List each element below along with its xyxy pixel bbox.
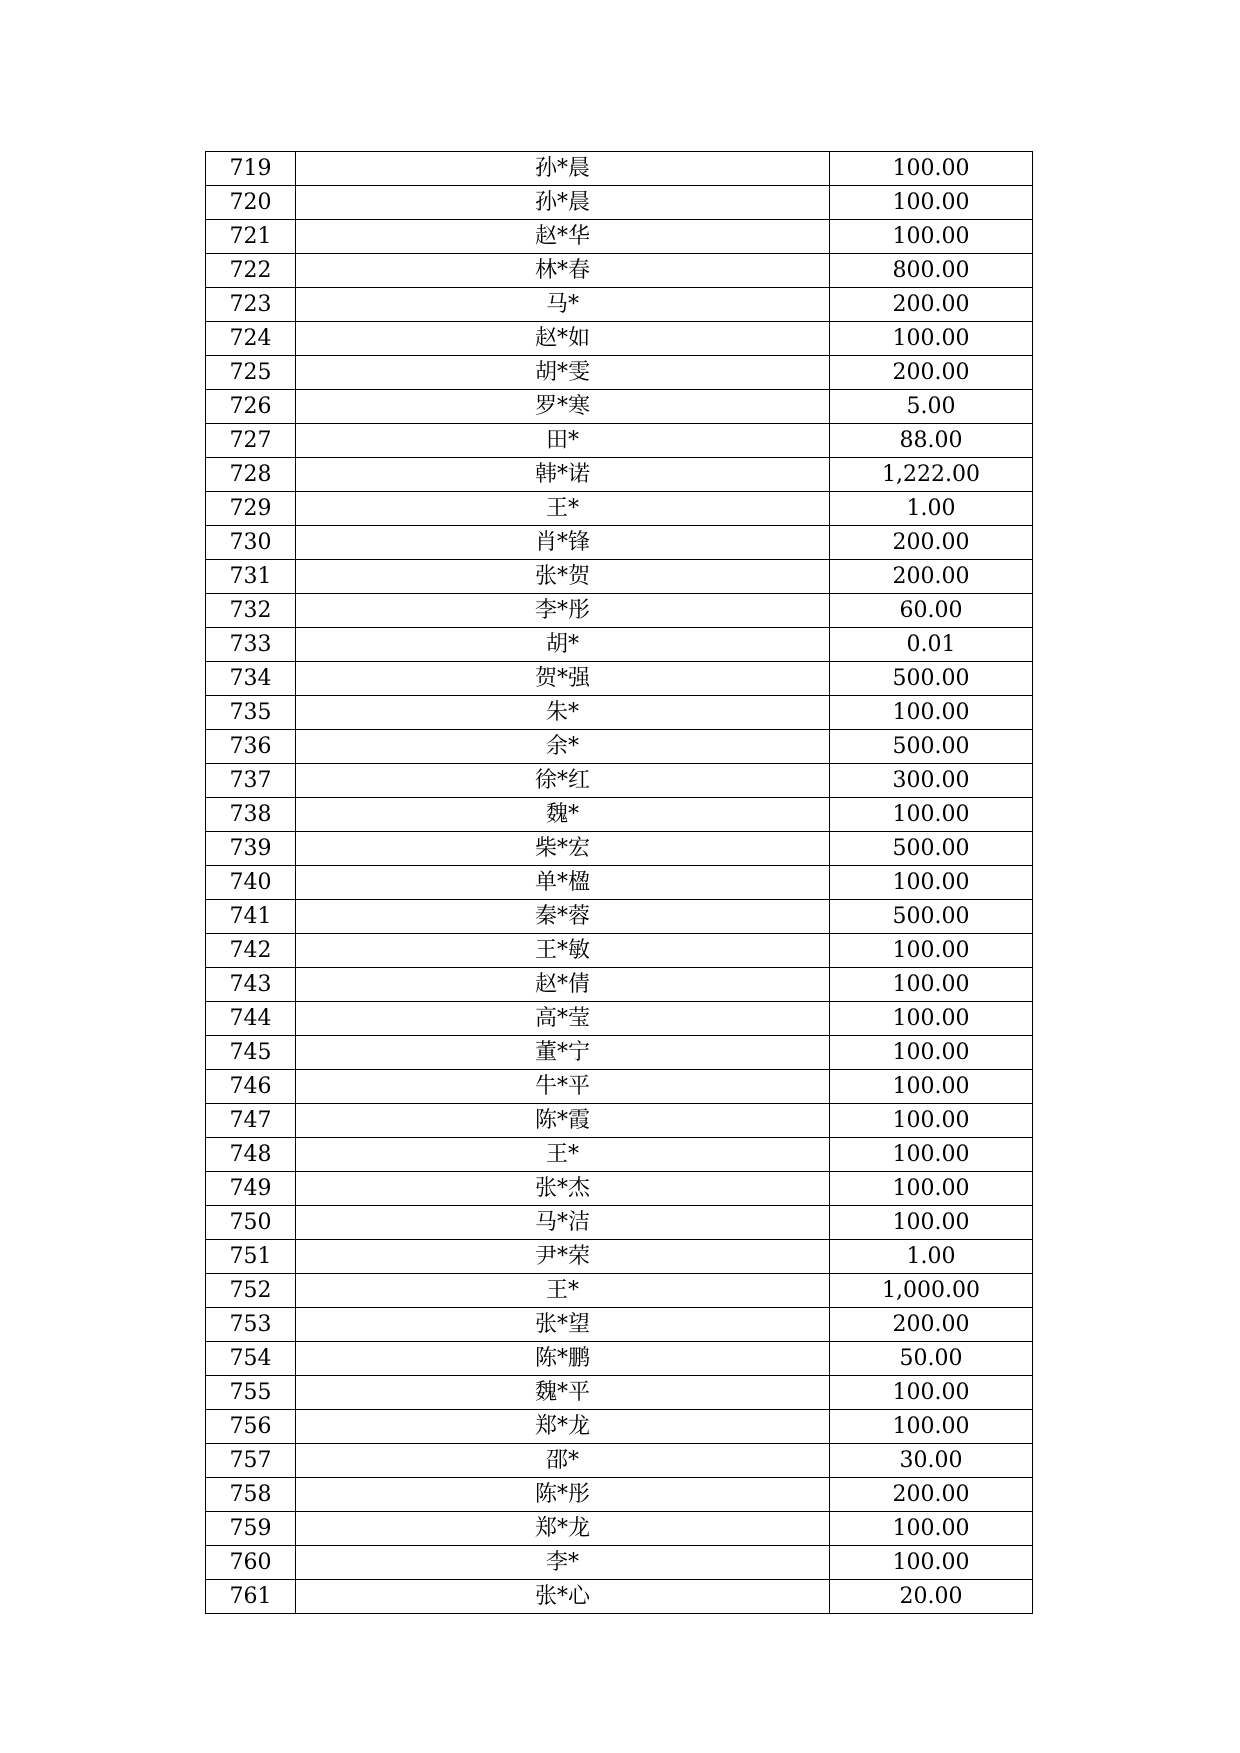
row-number-cell: 736 — [206, 730, 296, 764]
table-row — [206, 288, 1033, 322]
amount-cell: 500.00 — [830, 900, 1033, 934]
row-number-cell: 742 — [206, 934, 296, 968]
row-number-cell: 757 — [206, 1444, 296, 1478]
table-row — [206, 458, 1033, 492]
amount-cell: 100.00 — [830, 1172, 1033, 1206]
table-row — [206, 1410, 1033, 1444]
table-row — [206, 1478, 1033, 1512]
donor-name-cell: 张*贺 — [296, 560, 830, 594]
row-number-cell: 729 — [206, 492, 296, 526]
donor-name-cell: 董*宁 — [296, 1036, 830, 1070]
table-row — [206, 1036, 1033, 1070]
donor-name-cell: 高*莹 — [296, 1002, 830, 1036]
row-number-cell: 758 — [206, 1478, 296, 1512]
table-row — [206, 356, 1033, 390]
amount-cell: 60.00 — [830, 594, 1033, 628]
donor-name-cell: 胡*雯 — [296, 356, 830, 390]
amount-cell: 88.00 — [830, 424, 1033, 458]
table-row — [206, 322, 1033, 356]
donor-name-cell: 张*杰 — [296, 1172, 830, 1206]
amount-cell: 1,000.00 — [830, 1274, 1033, 1308]
donor-name-cell: 朱* — [296, 696, 830, 730]
table-row — [206, 526, 1033, 560]
table-row — [206, 968, 1033, 1002]
row-number-cell: 753 — [206, 1308, 296, 1342]
donation-table-body — [206, 152, 1033, 1614]
amount-cell: 100.00 — [830, 1512, 1033, 1546]
table-row — [206, 628, 1033, 662]
amount-cell: 100.00 — [830, 798, 1033, 832]
row-number-cell: 726 — [206, 390, 296, 424]
donor-name-cell: 牛*平 — [296, 1070, 830, 1104]
donor-name-cell: 尹*荣 — [296, 1240, 830, 1274]
row-number-cell: 732 — [206, 594, 296, 628]
amount-cell: 300.00 — [830, 764, 1033, 798]
row-number-cell: 730 — [206, 526, 296, 560]
row-number-cell: 746 — [206, 1070, 296, 1104]
donor-name-cell: 马*洁 — [296, 1206, 830, 1240]
table-row — [206, 1274, 1033, 1308]
amount-cell: 100.00 — [830, 1546, 1033, 1580]
donor-name-cell: 魏*平 — [296, 1376, 830, 1410]
donor-name-cell: 余* — [296, 730, 830, 764]
donor-name-cell: 赵*如 — [296, 322, 830, 356]
donor-name-cell: 邵* — [296, 1444, 830, 1478]
row-number-cell: 748 — [206, 1138, 296, 1172]
donor-name-cell: 胡* — [296, 628, 830, 662]
row-number-cell: 731 — [206, 560, 296, 594]
table-row — [206, 1512, 1033, 1546]
amount-cell: 500.00 — [830, 730, 1033, 764]
donor-name-cell: 陈*彤 — [296, 1478, 830, 1512]
donor-name-cell: 陈*霞 — [296, 1104, 830, 1138]
donor-name-cell: 柴*宏 — [296, 832, 830, 866]
amount-cell: 100.00 — [830, 322, 1033, 356]
amount-cell: 200.00 — [830, 1308, 1033, 1342]
table-row — [206, 1104, 1033, 1138]
table-row — [206, 866, 1033, 900]
amount-cell: 200.00 — [830, 1478, 1033, 1512]
amount-cell: 800.00 — [830, 254, 1033, 288]
amount-cell: 30.00 — [830, 1444, 1033, 1478]
table-row — [206, 1070, 1033, 1104]
table-row — [206, 1002, 1033, 1036]
row-number-cell: 727 — [206, 424, 296, 458]
row-number-cell: 725 — [206, 356, 296, 390]
amount-cell: 100.00 — [830, 934, 1033, 968]
table-row — [206, 220, 1033, 254]
amount-cell: 50.00 — [830, 1342, 1033, 1376]
table-row — [206, 730, 1033, 764]
donor-name-cell: 张*心 — [296, 1580, 830, 1614]
row-number-cell: 760 — [206, 1546, 296, 1580]
donor-name-cell: 孙*晨 — [296, 186, 830, 220]
row-number-cell: 739 — [206, 832, 296, 866]
donor-name-cell: 张*望 — [296, 1308, 830, 1342]
donor-name-cell: 王* — [296, 1274, 830, 1308]
table-row — [206, 560, 1033, 594]
donor-name-cell: 孙*晨 — [296, 152, 830, 186]
amount-cell: 200.00 — [830, 356, 1033, 390]
row-number-cell: 756 — [206, 1410, 296, 1444]
amount-cell: 100.00 — [830, 696, 1033, 730]
donor-name-cell: 单*楹 — [296, 866, 830, 900]
row-number-cell: 755 — [206, 1376, 296, 1410]
table-row — [206, 390, 1033, 424]
amount-cell: 0.01 — [830, 628, 1033, 662]
table-row — [206, 900, 1033, 934]
row-number-cell: 719 — [206, 152, 296, 186]
donor-name-cell: 郑*龙 — [296, 1512, 830, 1546]
table-row — [206, 1376, 1033, 1410]
row-number-cell: 761 — [206, 1580, 296, 1614]
amount-cell: 20.00 — [830, 1580, 1033, 1614]
table-row — [206, 764, 1033, 798]
amount-cell: 100.00 — [830, 968, 1033, 1002]
table-row — [206, 424, 1033, 458]
amount-cell: 200.00 — [830, 526, 1033, 560]
donor-name-cell: 林*春 — [296, 254, 830, 288]
amount-cell: 1,222.00 — [830, 458, 1033, 492]
donor-name-cell: 赵*华 — [296, 220, 830, 254]
amount-cell: 100.00 — [830, 1376, 1033, 1410]
table-row — [206, 696, 1033, 730]
table-row — [206, 594, 1033, 628]
table-row — [206, 186, 1033, 220]
table-row — [206, 1342, 1033, 1376]
row-number-cell: 722 — [206, 254, 296, 288]
amount-cell: 5.00 — [830, 390, 1033, 424]
row-number-cell: 759 — [206, 1512, 296, 1546]
row-number-cell: 737 — [206, 764, 296, 798]
amount-cell: 100.00 — [830, 220, 1033, 254]
row-number-cell: 747 — [206, 1104, 296, 1138]
donor-name-cell: 田* — [296, 424, 830, 458]
row-number-cell: 752 — [206, 1274, 296, 1308]
amount-cell: 100.00 — [830, 152, 1033, 186]
table-row — [206, 1172, 1033, 1206]
donor-name-cell: 马* — [296, 288, 830, 322]
amount-cell: 100.00 — [830, 1206, 1033, 1240]
donor-name-cell: 赵*倩 — [296, 968, 830, 1002]
amount-cell: 1.00 — [830, 492, 1033, 526]
row-number-cell: 720 — [206, 186, 296, 220]
row-number-cell: 738 — [206, 798, 296, 832]
donor-name-cell: 王* — [296, 492, 830, 526]
table-row — [206, 1206, 1033, 1240]
table-row — [206, 1580, 1033, 1614]
table-row — [206, 934, 1033, 968]
table-row — [206, 1240, 1033, 1274]
donor-name-cell: 王* — [296, 1138, 830, 1172]
donation-table — [205, 151, 1033, 1614]
donor-name-cell: 王*敏 — [296, 934, 830, 968]
donor-name-cell: 陈*鹏 — [296, 1342, 830, 1376]
amount-cell: 100.00 — [830, 866, 1033, 900]
amount-cell: 200.00 — [830, 288, 1033, 322]
donor-name-cell: 韩*诺 — [296, 458, 830, 492]
amount-cell: 500.00 — [830, 662, 1033, 696]
donor-name-cell: 郑*龙 — [296, 1410, 830, 1444]
row-number-cell: 741 — [206, 900, 296, 934]
row-number-cell: 745 — [206, 1036, 296, 1070]
amount-cell: 100.00 — [830, 1036, 1033, 1070]
table-row — [206, 492, 1033, 526]
row-number-cell: 723 — [206, 288, 296, 322]
row-number-cell: 735 — [206, 696, 296, 730]
table-row — [206, 152, 1033, 186]
table-row — [206, 1444, 1033, 1478]
amount-cell: 100.00 — [830, 1410, 1033, 1444]
table-row — [206, 1546, 1033, 1580]
table-row — [206, 798, 1033, 832]
row-number-cell: 750 — [206, 1206, 296, 1240]
table-row — [206, 832, 1033, 866]
row-number-cell: 749 — [206, 1172, 296, 1206]
row-number-cell: 733 — [206, 628, 296, 662]
donor-name-cell: 李* — [296, 1546, 830, 1580]
amount-cell: 100.00 — [830, 1138, 1033, 1172]
row-number-cell: 751 — [206, 1240, 296, 1274]
amount-cell: 100.00 — [830, 1070, 1033, 1104]
row-number-cell: 744 — [206, 1002, 296, 1036]
donor-name-cell: 贺*强 — [296, 662, 830, 696]
amount-cell: 100.00 — [830, 1104, 1033, 1138]
row-number-cell: 754 — [206, 1342, 296, 1376]
table-row — [206, 662, 1033, 696]
donor-name-cell: 秦*蓉 — [296, 900, 830, 934]
donor-name-cell: 罗*寒 — [296, 390, 830, 424]
amount-cell: 500.00 — [830, 832, 1033, 866]
row-number-cell: 724 — [206, 322, 296, 356]
donor-name-cell: 肖*锋 — [296, 526, 830, 560]
donor-name-cell: 李*彤 — [296, 594, 830, 628]
row-number-cell: 743 — [206, 968, 296, 1002]
amount-cell: 1.00 — [830, 1240, 1033, 1274]
row-number-cell: 734 — [206, 662, 296, 696]
row-number-cell: 728 — [206, 458, 296, 492]
table-row — [206, 1308, 1033, 1342]
row-number-cell: 740 — [206, 866, 296, 900]
donor-name-cell: 徐*红 — [296, 764, 830, 798]
row-number-cell: 721 — [206, 220, 296, 254]
amount-cell: 100.00 — [830, 186, 1033, 220]
amount-cell: 100.00 — [830, 1002, 1033, 1036]
amount-cell: 200.00 — [830, 560, 1033, 594]
table-row — [206, 254, 1033, 288]
donor-name-cell: 魏* — [296, 798, 830, 832]
table-row — [206, 1138, 1033, 1172]
